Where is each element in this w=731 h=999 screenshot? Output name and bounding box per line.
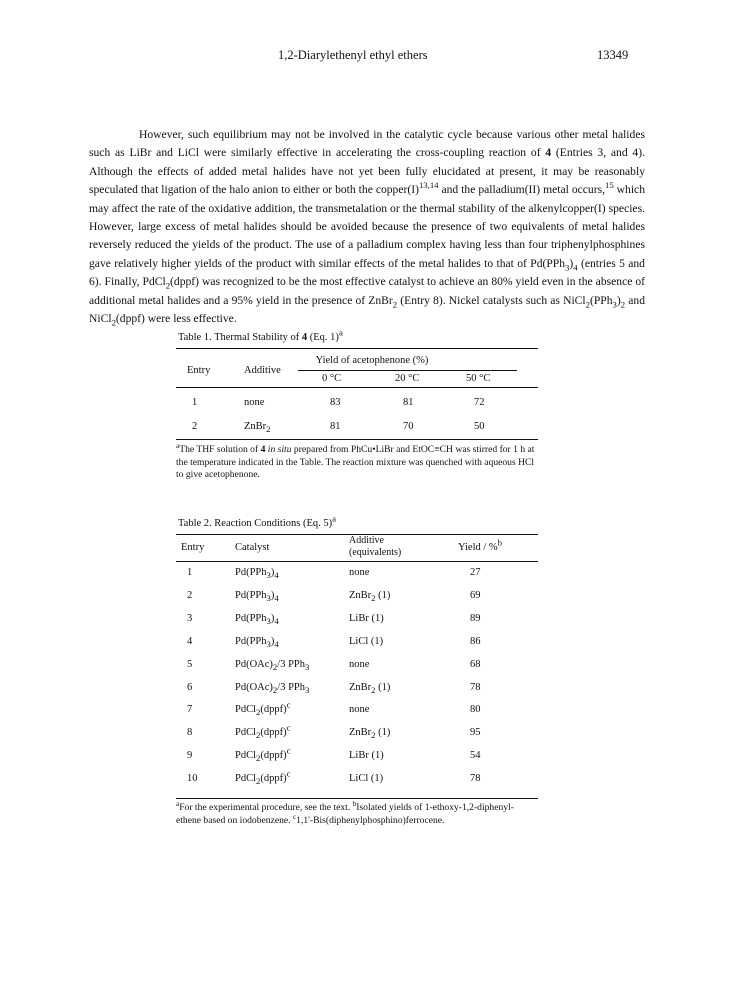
table2-col-additive-units: (equivalents)	[349, 547, 402, 558]
table2-bottom-rule	[176, 798, 538, 799]
table1-bottom-rule	[176, 439, 538, 440]
table1-footnote: $^a$The THF solution of 4 in situ prepared from PhCu•LiBr and EtOC≡CH was stirred for 1 h at the temperature indicated in the Table. The reaction mixture was quenched with aqueous HCl to give acetophenone.	[176, 441, 535, 481]
running-title: 1,2-Diarylethenyl ethyl ethers	[278, 48, 428, 62]
table2-additive: ZnBr$_2$ (1)	[349, 590, 391, 604]
table1-yield-0: 81	[330, 421, 341, 432]
table1-yield-50: 72	[474, 397, 485, 408]
table2-catalyst: PdCl$_2$(dppf)$^c$	[235, 722, 291, 741]
reference-13-14: 13,14	[418, 180, 439, 191]
table2-col-yield: Yield / %$^b$	[458, 537, 503, 553]
table1-top-rule	[176, 348, 538, 349]
table2-entry: 10	[187, 773, 198, 784]
table2-entry: 3	[187, 613, 193, 624]
table1-yield-20: 70	[403, 421, 414, 432]
table2-additive: none	[349, 567, 370, 578]
table2-entry: 1	[187, 567, 193, 578]
table2-yield: 54	[470, 750, 481, 761]
table2-additive: LiCl (1)	[349, 773, 384, 784]
table2-catalyst: PdCl$_2$(dppf)$^c$	[235, 699, 291, 718]
table1-additive: none	[244, 397, 265, 408]
table2-catalyst: $Pd(PPh_3)_4$	[235, 567, 279, 581]
table1-entry: 1	[192, 397, 198, 408]
body-paragraph: However, such equilibrium may not be involved in the catalytic cycle because various other metal halides such as LiBr and LiCl were similarly effective in accelerating the cross-coupling reaction of 4 (Entries 3, and 4). Although the effects of added metal halides have not yet been fully elucidated at present, it may be reasonably speculated that ligation of the halo anion to either or both the $copper(I)^{13,14}$ and the palladium(II) metal occurs,$^{15}$ which may affect the rate of the oxidative addition, the transmetalation or the thermal stability of the alkenylcopper(I) species. However, large excess of metal halides should be avoided because the presence of two equivalents of metal halides reversely reduced the yields of the product. The use of a palladium complex having less than four triphenylphosphines gave relatively higher yields of the product with similar effects of the metal halides to that of $Pd(PPh_3)_4$ (entries 5 and 6). Finally, PdCl$_2$(dppf) was recognized to be the most effective catalyst to achieve an 80% yield even in the absence of additional metal halides and a 95% yield in the presence of ZnBr$_2$ (Entry 8). Nickel catalysts such as $NiCl_2(PPh_3)_2$ and NiCl$_2$(dppf) were less effective.	[89, 128, 645, 328]
table2-additive: ZnBr$_2$ (1)	[349, 682, 391, 696]
table2-catalyst: $Pd(PPh_3)_4$	[235, 590, 279, 604]
table2-yield: 86	[470, 636, 481, 647]
table2-entry: 6	[187, 682, 193, 693]
table2-entry: 4	[187, 636, 193, 647]
table2-catalyst: $Pd(PPh_3)_4$	[235, 613, 279, 627]
table2-additive: LiCl (1)	[349, 636, 384, 647]
table2-yield: 80	[470, 704, 481, 715]
table1-col-temp-20: 20 °C	[395, 373, 420, 384]
table1-col-entry: Entry	[187, 365, 211, 376]
table2-additive: ZnBr$_2$ (1)	[349, 727, 391, 741]
table2-catalyst: $Pd(OAc)_2/3$ PPh$_3$	[235, 682, 310, 696]
table2-entry: 7	[187, 704, 193, 715]
table1-entry: 2	[192, 421, 198, 432]
table2-yield: 78	[470, 773, 481, 784]
reference-15: 15	[605, 180, 614, 191]
table2-catalyst: $Pd(PPh_3)_4$	[235, 636, 279, 650]
table1-additive: ZnBr$_2$	[244, 421, 271, 435]
table2-col-catalyst: Catalyst	[235, 542, 270, 553]
table1-yield-50: 50	[474, 421, 485, 432]
table2-catalyst: PdCl$_2$(dppf)$^c$	[235, 745, 291, 764]
table1-caption: Table 1. Thermal Stability of 4 (Eq. 1)$^a$	[178, 327, 343, 343]
table2-header-rule	[176, 561, 538, 562]
table1-col-temp-50: 50 °C	[466, 373, 491, 384]
table2-catalyst: PdCl$_2$(dppf)$^c$	[235, 768, 291, 787]
table2-col-entry: Entry	[181, 542, 205, 553]
table2-additive: LiBr (1)	[349, 613, 384, 624]
table2-entry: 8	[187, 727, 193, 738]
table2-entry: 5	[187, 659, 193, 670]
table2-caption: Table 2. Reaction Conditions (Eq. 5)$^a$	[178, 513, 337, 529]
table1-yield-group-header: Yield of acetophenone (%)	[315, 355, 429, 366]
table2-catalyst: $Pd(OAc)_2/3$ PPh$_3$	[235, 659, 310, 673]
table2-yield: 89	[470, 613, 481, 624]
table1-col-additive: Additive	[244, 365, 281, 376]
table2-yield: 95	[470, 727, 481, 738]
table2-additive: none	[349, 659, 370, 670]
table2-yield: 69	[470, 590, 481, 601]
table2-col-additive: Additive	[349, 535, 384, 546]
table2-yield: 78	[470, 682, 481, 693]
table1-yield-20: 81	[403, 397, 414, 408]
table1-header-rule	[176, 387, 538, 388]
table2-additive: LiBr (1)	[349, 750, 384, 761]
page-number: 13349	[597, 48, 629, 62]
table1-yield-0: 83	[330, 397, 341, 408]
table2-entry: 2	[187, 590, 193, 601]
table2-yield: 27	[470, 567, 481, 578]
table2-additive: none	[349, 704, 370, 715]
table2-yield: 68	[470, 659, 481, 670]
table2-entry: 9	[187, 750, 193, 761]
table2-footnote: $^a$For the experimental procedure, see the text. $^b$Isolated yields of 1-ethoxy-1,2-diphenyl-ethene based on iodobenzene. $^c$1,1'-Bis(diphenylphosphino)ferrocene.	[176, 799, 514, 826]
table1-group-rule	[298, 370, 517, 371]
table1-col-temp-0: 0 °C	[322, 373, 342, 384]
